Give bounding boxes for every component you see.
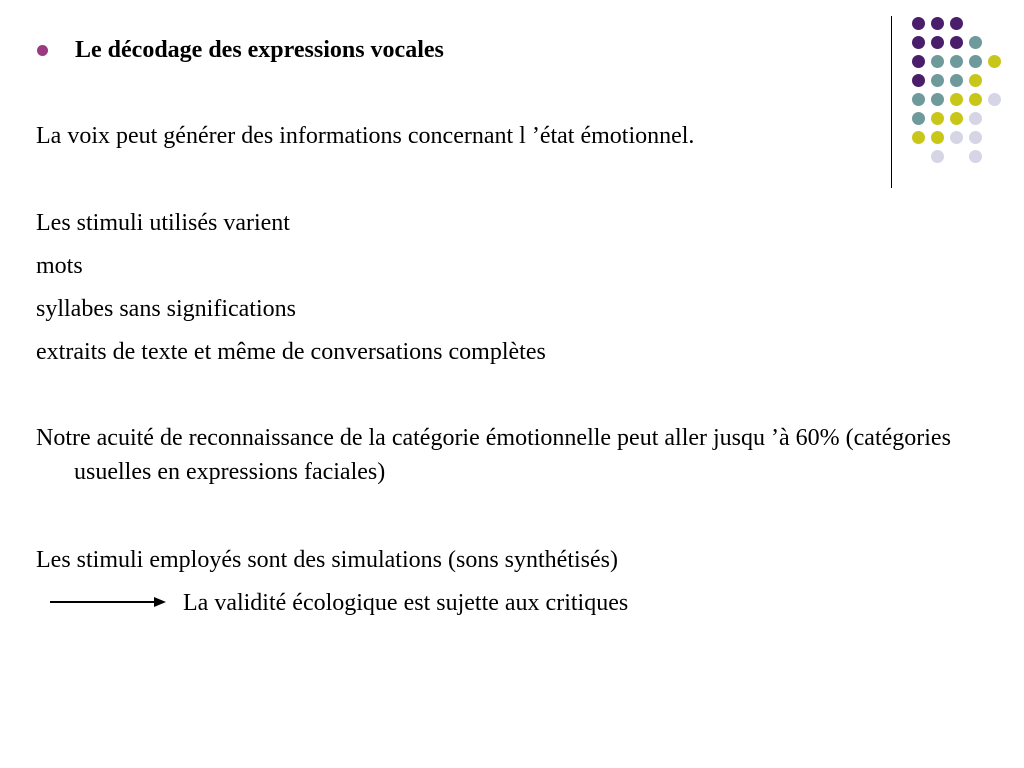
body-paragraph-accuracy: Notre acuité de reconnaissance de la catégorie émotionnelle peut aller jusqu ’à 60% (catégories usuelles en expressions faciales) bbox=[36, 425, 951, 485]
decorative-dot bbox=[931, 74, 944, 87]
decorative-dot bbox=[950, 36, 963, 49]
decorative-dot bbox=[969, 112, 982, 125]
body-line-extracts: extraits de texte et même de conversations complètes bbox=[36, 339, 546, 365]
slide-title: Le décodage des expressions vocales bbox=[75, 37, 444, 63]
decorative-dot bbox=[931, 55, 944, 68]
decorative-dot bbox=[969, 36, 982, 49]
decorative-dot bbox=[912, 93, 925, 106]
decorative-dot bbox=[950, 131, 963, 144]
vertical-divider bbox=[891, 16, 892, 188]
decorative-dot bbox=[969, 150, 982, 163]
body-line-stimuli: Les stimuli utilisés varient bbox=[36, 210, 290, 236]
body-line-voice: La voix peut générer des informations concernant l ’état émotionnel. bbox=[36, 123, 695, 149]
decorative-dot bbox=[988, 93, 1001, 106]
decorative-dot bbox=[931, 150, 944, 163]
bullet-icon bbox=[37, 45, 48, 56]
decorative-dot bbox=[988, 55, 1001, 68]
decorative-dot bbox=[931, 131, 944, 144]
body-line-words: mots bbox=[36, 253, 83, 279]
decorative-dot bbox=[969, 131, 982, 144]
decorative-dot bbox=[912, 131, 925, 144]
decorative-dot bbox=[950, 93, 963, 106]
decorative-dot bbox=[931, 112, 944, 125]
right-arrow-icon bbox=[50, 595, 166, 609]
body-line-syllables: syllabes sans significations bbox=[36, 296, 296, 322]
decorative-dot bbox=[969, 93, 982, 106]
decorative-dot bbox=[912, 36, 925, 49]
decorative-dot bbox=[931, 36, 944, 49]
decorative-dot bbox=[912, 17, 925, 30]
decorative-dot bbox=[912, 74, 925, 87]
body-line-simulations: Les stimuli employés sont des simulations (sons synthétisés) bbox=[36, 547, 618, 573]
decorative-dot bbox=[969, 55, 982, 68]
decorative-dot bbox=[931, 93, 944, 106]
decorative-dot bbox=[950, 17, 963, 30]
decorative-dot bbox=[950, 74, 963, 87]
decorative-dot bbox=[969, 74, 982, 87]
decorative-dot bbox=[912, 55, 925, 68]
decorative-dot bbox=[912, 112, 925, 125]
arrow-conclusion-text: La validité écologique est sujette aux critiques bbox=[183, 590, 629, 616]
decorative-dot bbox=[931, 17, 944, 30]
decorative-dot bbox=[950, 112, 963, 125]
decorative-dot bbox=[950, 55, 963, 68]
